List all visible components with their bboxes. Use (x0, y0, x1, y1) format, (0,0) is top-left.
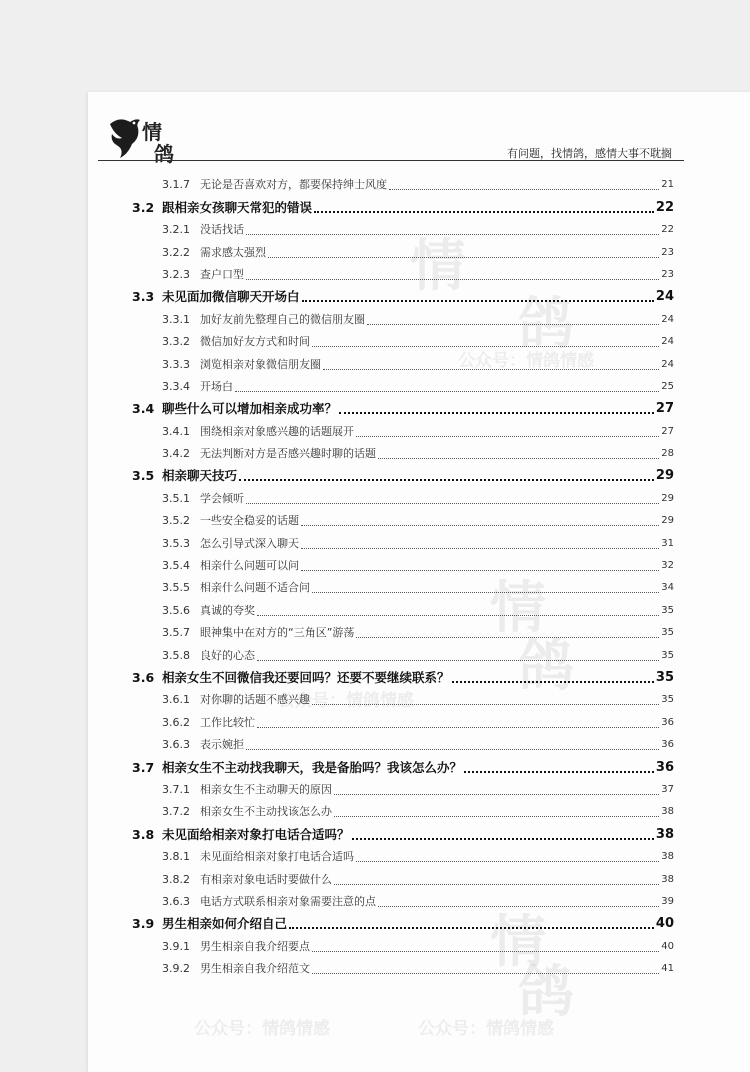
toc-subsection-entry[interactable] (132, 866, 674, 888)
toc-entry-page: 24 (661, 336, 674, 348)
toc-leader-dots (312, 950, 659, 952)
toc-leader-dots (339, 411, 654, 414)
toc-entry-title: 相亲聊天技巧 (162, 468, 238, 484)
toc-subsection-entry[interactable] (132, 329, 674, 351)
toc-entry-page: 29 (661, 492, 674, 504)
toc-entry-number: 3.2 (132, 199, 155, 215)
toc-subsection-entry[interactable] (132, 956, 674, 978)
toc-entry-page: 25 (661, 380, 674, 392)
watermark-brand: 情 (490, 910, 546, 975)
toc-entry-page: 24 (661, 313, 674, 325)
toc-subsection-entry[interactable] (132, 239, 674, 261)
toc-entry-title: 跟相亲女孩聊天常犯的错误 (162, 199, 313, 215)
toc-entry-number: 3.5.5 (162, 581, 190, 595)
toc-section-entry[interactable] (132, 754, 674, 776)
toc-entry-number: 3.8.1 (162, 850, 190, 864)
toc-entry-title: 男生相亲自我介绍要点 (200, 939, 310, 953)
toc-entry-number: 3.9 (132, 916, 155, 932)
toc-entry-page: 23 (661, 246, 674, 258)
toc-subsection-entry[interactable] (132, 530, 674, 552)
toc-entry-page: 29 (661, 515, 674, 527)
toc-section-entry[interactable] (132, 463, 674, 485)
document-page (88, 92, 750, 1072)
watermark-account: 公众号：情鸽情感 (458, 351, 594, 371)
toc-leader-dots (356, 435, 659, 437)
toc-entry-number: 3.5.8 (162, 648, 190, 662)
toc-entry-number: 3.2.2 (162, 245, 190, 259)
toc-entry-number: 3.1.7 (162, 178, 190, 192)
toc-entry-title: 相亲什么问题可以问 (200, 559, 299, 573)
toc-entry-title: 男生相亲如何介绍自己 (162, 916, 288, 932)
watermark-account: 公众号：情鸽情感 (418, 1019, 554, 1039)
toc-entry-page: 35 (661, 694, 674, 706)
toc-entry-number: 3.9.2 (162, 962, 190, 976)
watermark-brand: 鸽 (518, 634, 574, 699)
toc-entry-number: 3.7 (132, 759, 155, 775)
watermark-brand: 情 (490, 576, 546, 641)
toc-subsection-entry[interactable] (132, 441, 674, 463)
toc-subsection-entry[interactable] (132, 418, 674, 440)
toc-subsection-entry[interactable] (132, 709, 674, 731)
toc-subsection-entry[interactable] (132, 777, 674, 799)
toc-entry-number: 3.8 (132, 826, 155, 842)
toc-entry-number: 3.4.2 (162, 447, 190, 461)
toc-subsection-entry[interactable] (132, 217, 674, 239)
toc-entry-number: 3.6.1 (162, 693, 190, 707)
toc-entry-number: 3.6.2 (162, 715, 190, 729)
toc-entry-number: 3.3.3 (162, 357, 190, 371)
toc-entry-page: 38 (661, 806, 674, 818)
brand-logo (106, 114, 196, 166)
toc-entry-title: 查户口型 (200, 267, 244, 281)
toc-entry-page: 34 (661, 582, 674, 594)
toc-leader-dots (301, 547, 659, 549)
toc-entry-number: 3.5 (132, 468, 155, 484)
toc-subsection-entry[interactable] (132, 687, 674, 709)
toc-leader-dots (312, 345, 659, 347)
toc-entry-number: 3.8.2 (162, 872, 190, 886)
toc-entry-page: 29 (655, 468, 674, 484)
toc-entry-title: 浏览相亲对象微信朋友圈 (200, 357, 321, 371)
toc-entry-page: 28 (661, 448, 674, 460)
header-slogan: 有问题，找情鸽，感情大事不耽搁 (507, 147, 672, 160)
toc-entry-number: 3.2.1 (162, 223, 190, 237)
toc-entry-page: 31 (661, 537, 674, 549)
toc-entry-title: 聊些什么可以增加相亲成功率？ (162, 401, 338, 417)
toc-entry-number: 3.5.2 (162, 514, 190, 528)
toc-entry-page: 36 (661, 739, 674, 751)
toc-entry-page: 35 (661, 604, 674, 616)
toc-entry-page: 39 (661, 895, 674, 907)
toc-leader-dots (378, 905, 659, 907)
toc-entry-number: 3.4.1 (162, 424, 190, 438)
toc-entry-title: 相亲女生不主动找该怎么办 (200, 805, 332, 819)
watermark-account: 公众号：情鸽情感 (278, 691, 414, 711)
toc-section-entry[interactable] (132, 911, 674, 933)
toc-leader-dots (302, 299, 654, 302)
toc-entry-title: 相亲女生不主动聊天的原因 (200, 782, 332, 796)
toc-entry-title: 有相亲对象电话时要做什么 (200, 872, 332, 886)
toc-leader-dots (301, 524, 659, 526)
toc-subsection-entry[interactable] (132, 889, 674, 911)
toc-entry-title: 一些安全稳妥的话题 (200, 514, 299, 528)
toc-leader-dots (356, 860, 659, 862)
toc-entry-page: 24 (661, 358, 674, 370)
toc-subsection-entry[interactable] (132, 262, 674, 284)
toc-leader-dots (334, 883, 659, 885)
page-header (88, 92, 750, 166)
toc-section-entry[interactable] (132, 665, 674, 687)
toc-entry-page: 32 (661, 560, 674, 572)
toc-subsection-entry[interactable] (132, 620, 674, 642)
toc-leader-dots (301, 569, 659, 571)
toc-leader-dots (235, 390, 659, 392)
toc-entry-page: 40 (655, 916, 674, 932)
toc-entry-number: 3.5.3 (162, 536, 190, 550)
toc-leader-dots (314, 210, 654, 213)
toc-subsection-entry[interactable] (132, 306, 674, 328)
toc-subsection-entry[interactable] (132, 172, 674, 194)
toc-leader-dots (257, 726, 659, 728)
toc-entry-title: 无论是否喜欢对方，都要保持绅士风度 (200, 178, 387, 192)
toc-entry-page: 35 (661, 627, 674, 639)
toc-entry-title: 相亲女生不回微信我还要回吗？还要不要继续联系？ (162, 669, 450, 685)
toc-subsection-entry[interactable] (132, 597, 674, 619)
toc-entry-page: 38 (661, 873, 674, 885)
toc-leader-dots (312, 591, 659, 593)
toc-entry-title: 相亲什么问题不适合问 (200, 581, 310, 595)
toc-leader-dots (334, 793, 659, 795)
toc-leader-dots (452, 680, 654, 683)
toc-entry-page: 23 (661, 268, 674, 280)
toc-leader-dots (268, 256, 659, 258)
toc-entry-number: 3.3.2 (162, 335, 190, 349)
toc-entry-page: 38 (655, 826, 674, 842)
toc-entry-title: 眼神集中在对方的“三角区”游荡 (200, 626, 355, 640)
toc-entry-page: 35 (661, 649, 674, 661)
toc-section-entry[interactable] (132, 194, 674, 216)
toc-entry-number: 3.3.4 (162, 379, 190, 393)
watermark-account: 公众号：情鸽情感 (194, 1019, 330, 1039)
toc-leader-dots (257, 659, 659, 661)
toc-entry-number: 3.5.6 (162, 603, 190, 617)
toc-leader-dots (257, 614, 659, 616)
toc-leader-dots (323, 368, 659, 370)
toc-leader-dots (312, 703, 659, 705)
toc-entry-page: 40 (661, 940, 674, 952)
toc-entry-title: 对你聊的话题不感兴趣 (200, 693, 310, 707)
toc-leader-dots (352, 837, 654, 840)
toc-subsection-entry[interactable] (132, 553, 674, 575)
toc-entry-title: 男生相亲自我介绍范文 (200, 962, 310, 976)
toc-leader-dots (389, 188, 659, 190)
toc-subsection-entry[interactable] (132, 374, 674, 396)
toc-leader-dots (239, 478, 654, 481)
toc-leader-dots (378, 457, 659, 459)
toc-entry-number: 3.4 (132, 401, 155, 417)
toc-entry-number: 3.5.7 (162, 626, 190, 640)
toc-subsection-entry[interactable] (132, 732, 674, 754)
toc-entry-title: 真诚的夸奖 (200, 603, 255, 617)
toc-entry-page: 37 (661, 783, 674, 795)
toc-entry-title: 良好的心态 (200, 648, 255, 662)
toc-entry-page: 36 (661, 716, 674, 728)
toc-entry-title: 相亲女生不主动找我聊天，我是备胎吗？我该怎么办？ (162, 759, 463, 775)
watermark-brand: 情 (410, 234, 466, 299)
toc-entry-number: 3.6.3 (162, 738, 190, 752)
toc-entry-page: 24 (655, 289, 674, 305)
toc-entry-title: 表示婉拒 (200, 738, 244, 752)
toc-subsection-entry[interactable] (132, 508, 674, 530)
toc-section-entry[interactable] (132, 396, 674, 418)
toc-leader-dots (246, 233, 659, 235)
toc-entry-number: 3.3 (132, 289, 155, 305)
toc-entry-title: 工作比较忙 (200, 715, 255, 729)
toc-entry-page: 36 (655, 759, 674, 775)
toc-entry-number: 3.5.4 (162, 559, 190, 573)
toc-entry-title: 未见面加微信聊天开场白 (162, 289, 300, 305)
toc-leader-dots (312, 972, 659, 974)
toc-entry-title: 无法判断对方是否感兴趣时聊的话题 (200, 447, 376, 461)
toc-leader-dots (246, 502, 659, 504)
toc-leader-dots (464, 770, 654, 773)
toc-entry-number: 3.6.3 (162, 894, 190, 908)
toc-subsection-entry[interactable] (132, 642, 674, 664)
toc-entry-title: 未见面给相亲对象打电话合适吗？ (162, 826, 350, 842)
toc-subsection-entry[interactable] (132, 351, 674, 373)
toc-entry-title: 怎么引导式深入聊天 (200, 536, 299, 550)
toc-entry-title: 未见面给相亲对象打电话合适吗 (200, 850, 354, 864)
toc-subsection-entry[interactable] (132, 844, 674, 866)
toc-entry-title: 加好友前先整理自己的微信朋友圈 (200, 312, 365, 326)
toc-entry-title: 学会倾听 (200, 491, 244, 505)
toc-leader-dots (356, 636, 659, 638)
toc-entry-page: 35 (655, 669, 674, 685)
toc-leader-dots (246, 278, 659, 280)
toc-entry-page: 22 (661, 224, 674, 236)
toc-entry-number: 3.3.1 (162, 312, 190, 326)
toc-entry-page: 22 (655, 199, 674, 215)
toc-entry-title: 电话方式联系相亲对象需要注意的点 (200, 894, 376, 908)
toc-entry-number: 3.7.1 (162, 782, 190, 796)
toc-entry-page: 21 (661, 179, 674, 191)
dove-logo-icon (106, 114, 146, 160)
toc-subsection-entry[interactable] (132, 485, 674, 507)
logo-text-qing: 情 (142, 120, 162, 144)
toc-entry-title: 开场白 (200, 379, 233, 393)
toc-leader-dots (246, 748, 659, 750)
toc-entry-title: 需求感太强烈 (200, 245, 266, 259)
toc-entry-number: 3.6 (132, 669, 155, 685)
toc-entry-page: 27 (655, 401, 674, 417)
toc-entry-title: 没话找话 (200, 223, 244, 237)
table-of-contents (132, 172, 674, 978)
toc-entry-number: 3.7.2 (162, 805, 190, 819)
toc-entry-number: 3.9.1 (162, 939, 190, 953)
toc-entry-page: 27 (661, 425, 674, 437)
logo-text-ge: 鸽 (154, 142, 174, 166)
toc-section-entry[interactable] (132, 284, 674, 306)
toc-leader-dots (334, 815, 659, 817)
header-divider (98, 160, 684, 161)
toc-entry-number: 3.5.1 (162, 491, 190, 505)
toc-entry-title: 微信加好友方式和时间 (200, 335, 310, 349)
toc-entry-page: 38 (661, 851, 674, 863)
watermark-brand: 鸽 (518, 292, 574, 357)
toc-entry-page: 41 (661, 963, 674, 975)
toc-entry-title: 围绕相亲对象感兴趣的话题展开 (200, 424, 354, 438)
toc-section-entry[interactable] (132, 821, 674, 843)
toc-leader-dots (289, 926, 654, 929)
toc-subsection-entry[interactable] (132, 799, 674, 821)
watermark-brand: 鸽 (518, 960, 574, 1025)
toc-subsection-entry[interactable] (132, 575, 674, 597)
toc-entry-number: 3.2.3 (162, 267, 190, 281)
toc-leader-dots (367, 323, 659, 325)
toc-subsection-entry[interactable] (132, 933, 674, 955)
